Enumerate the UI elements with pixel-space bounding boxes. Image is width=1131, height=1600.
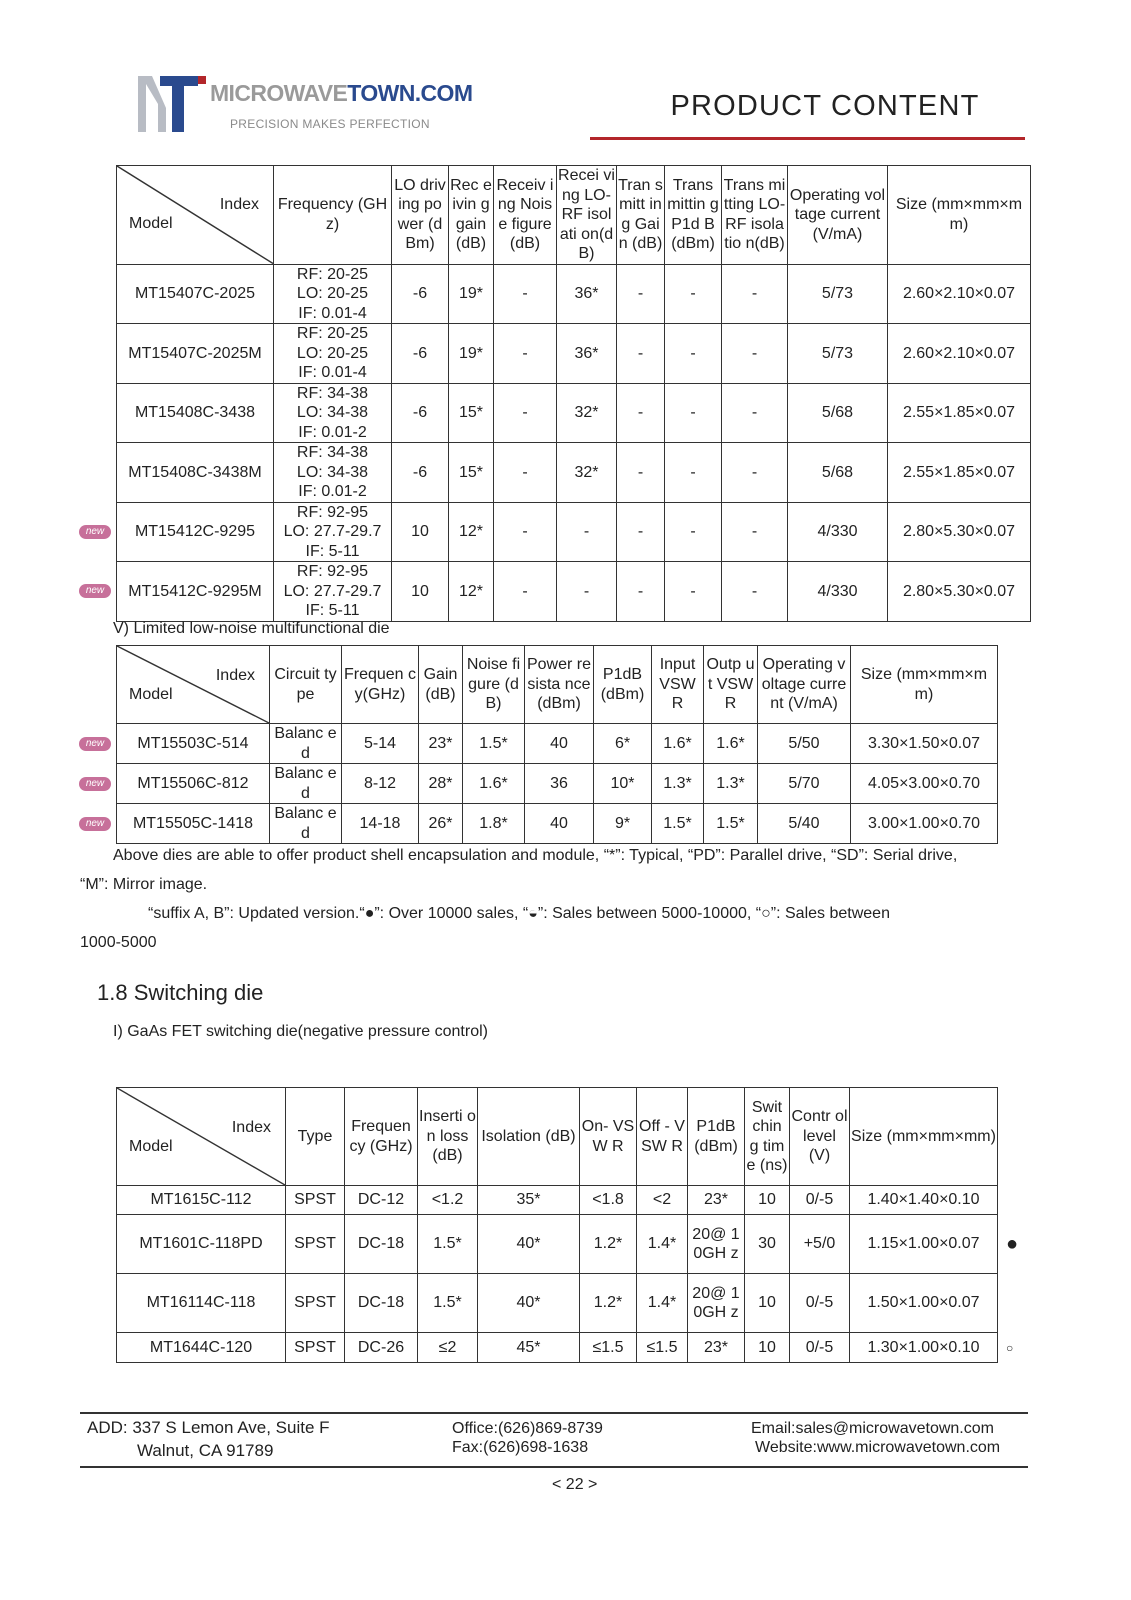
table-cell: 2.55×1.85×0.07 bbox=[888, 443, 1031, 503]
notes-line-1: Above dies are able to offer product shell encapsulation and module, “*”: Typical, “PD”: Parallel drive, “SD”: Serial drive, bbox=[113, 847, 958, 864]
table-cell: DC-12 bbox=[345, 1186, 418, 1215]
notes-line-4: 1000-5000 bbox=[80, 934, 157, 951]
corner-index-label: Index bbox=[231, 1119, 271, 1136]
table-cell: 1.4* bbox=[637, 1215, 688, 1274]
table-header-row bbox=[117, 646, 998, 724]
model-cell bbox=[85, 562, 274, 622]
table-cell: 5/73 bbox=[788, 324, 888, 384]
table-cell: 0/-5 bbox=[790, 1333, 850, 1363]
frequency-line: LO: 34-38 bbox=[296, 463, 369, 481]
table-cell: -6 bbox=[392, 264, 449, 324]
table-cell: SPST bbox=[286, 1333, 345, 1363]
corner-index-label: Index bbox=[219, 196, 259, 213]
switching-die-table bbox=[116, 1087, 998, 1363]
column-header: Noise figure (dB) bbox=[463, 646, 525, 724]
table-cell: - bbox=[722, 502, 788, 562]
table-cell: 2.80×5.30×0.07 bbox=[888, 562, 1031, 622]
table-cell: DC-18 bbox=[345, 1274, 418, 1333]
logo-wordmark: MICROWAVETOWN.COM bbox=[210, 80, 473, 106]
table-cell: - bbox=[494, 324, 557, 384]
table-cell: <1.8 bbox=[580, 1186, 637, 1215]
table-cell: 19* bbox=[449, 264, 494, 324]
sales-1000-5000-marker: ○ bbox=[1006, 1340, 1014, 1355]
frequency-line: LO: 20-25 bbox=[296, 285, 369, 302]
footer-address-line-2: Walnut, CA 91789 bbox=[137, 1441, 274, 1460]
table-cell: 19* bbox=[449, 324, 494, 384]
frequency-line: IF: 0.01-4 bbox=[298, 364, 367, 381]
model-cell bbox=[85, 764, 270, 804]
column-header: Inserti on loss (dB) bbox=[418, 1088, 478, 1186]
table-cell: 1.5* bbox=[463, 724, 525, 764]
table-cell: ≤1.5 bbox=[580, 1333, 637, 1363]
frequency-line: RF: 34-38 bbox=[296, 444, 369, 461]
footer-email: Email:sales@microwavetown.com bbox=[751, 1420, 994, 1437]
table-cell: 35* bbox=[478, 1186, 580, 1215]
table-row bbox=[117, 562, 1031, 622]
table-cell: - bbox=[665, 383, 722, 443]
table-cell: 45* bbox=[478, 1333, 580, 1363]
model-name: MT15407C-2025M bbox=[128, 344, 262, 362]
model-cell bbox=[117, 443, 274, 503]
column-header: Recei ving LO-RF isolati on(dB) bbox=[558, 167, 615, 262]
model-name: MT15407C-2025 bbox=[134, 285, 256, 302]
model-name: MT15412C-9295 bbox=[134, 523, 256, 540]
table-cell: - bbox=[617, 383, 665, 443]
corner-model-label: Model bbox=[129, 1138, 173, 1155]
table-cell: Balanc ed bbox=[270, 724, 342, 764]
frequency-line: RF: 20-25 bbox=[296, 265, 369, 283]
table-cell: - bbox=[665, 264, 722, 324]
table-row bbox=[117, 1186, 998, 1215]
corner-model-label: Model bbox=[129, 686, 173, 703]
table-cell: - bbox=[494, 383, 557, 443]
table-cell: 8-12 bbox=[342, 764, 419, 804]
frequency-line: IF: 0.01-2 bbox=[298, 483, 367, 500]
column-header: Frequency (GHz) bbox=[274, 166, 392, 265]
table-cell: 1.6* bbox=[704, 724, 758, 764]
header-corner-cell bbox=[117, 646, 270, 724]
column-header: Rec eivin g gain (dB) bbox=[449, 166, 494, 265]
table-row bbox=[117, 764, 998, 804]
column-header: LO driving power (dBm) bbox=[392, 166, 449, 265]
new-badge: new bbox=[79, 777, 111, 791]
column-header: Power resista nce (dBm) bbox=[525, 646, 594, 724]
header-corner-cell bbox=[117, 1088, 286, 1186]
mixer-die-table bbox=[85, 165, 1031, 622]
table-cell: - bbox=[722, 324, 788, 384]
column-header: Size (mm×mm×mm) bbox=[851, 646, 998, 724]
low-noise-multifunction-table bbox=[85, 645, 998, 844]
table-cell: - bbox=[617, 562, 665, 622]
table-cell: 1.5* bbox=[418, 1215, 478, 1274]
table-cell: +5/0 bbox=[790, 1215, 850, 1274]
table-cell: 1.3* bbox=[652, 764, 704, 804]
table-cell: 1.8* bbox=[463, 804, 525, 844]
table-cell: 32* bbox=[557, 443, 617, 503]
table-row bbox=[117, 1274, 998, 1333]
column-header: Swit chin g time (ns) bbox=[745, 1088, 790, 1186]
model-cell bbox=[117, 264, 274, 324]
table-cell: 4/330 bbox=[788, 502, 888, 562]
column-header: Type bbox=[286, 1088, 345, 1186]
column-header: Size (mm×mm×mm) bbox=[888, 166, 1031, 265]
table-cell: 1.5* bbox=[704, 804, 758, 844]
footer-website: Website:www.microwavetown.com bbox=[755, 1439, 1001, 1456]
frequency-cell bbox=[274, 502, 392, 562]
table-cell: - bbox=[665, 562, 722, 622]
table-cell: 10* bbox=[594, 764, 652, 804]
notes-line-3: “suffix A, B”: Updated version.“●”: Over 10000 sales, “◒”: Sales between 5000-10000, “○”: Sales between bbox=[148, 905, 890, 922]
table-header-row bbox=[117, 166, 1031, 265]
table-cell: 32* bbox=[557, 383, 617, 443]
notes-line-2: “M”: Mirror image. bbox=[80, 876, 208, 893]
table-cell: -6 bbox=[392, 443, 449, 503]
table-cell: - bbox=[494, 264, 557, 324]
page-title: PRODUCT CONTENT bbox=[670, 90, 980, 122]
table-cell: ≤1.5 bbox=[637, 1333, 688, 1363]
company-logo bbox=[138, 74, 473, 136]
model-cell: MT1615C-112 bbox=[117, 1186, 286, 1215]
footer-address-line-1: ADD: 337 S Lemon Ave, Suite F bbox=[87, 1418, 330, 1437]
page-number: < 22 > bbox=[552, 1476, 598, 1493]
table-cell: - bbox=[617, 443, 665, 503]
model-name: MT15408C-3438 bbox=[134, 404, 256, 421]
column-header: Operating voltage current (V/mA) bbox=[758, 646, 851, 724]
table-cell: 2.60×2.10×0.07 bbox=[888, 264, 1031, 324]
table-cell: - bbox=[722, 383, 788, 443]
table-cell: 5/70 bbox=[758, 764, 851, 804]
table-row bbox=[117, 502, 1031, 562]
table-cell: -6 bbox=[392, 324, 449, 384]
table-cell: 23* bbox=[419, 724, 463, 764]
table-cell: 1.2* bbox=[580, 1215, 637, 1274]
table-cell: 9* bbox=[594, 804, 652, 844]
table-row bbox=[117, 804, 998, 844]
table-cell: 15* bbox=[449, 443, 494, 503]
table-cell: 1.6* bbox=[463, 764, 525, 804]
table-cell: 2.60×2.10×0.07 bbox=[888, 324, 1031, 384]
model-cell bbox=[85, 724, 270, 764]
table-cell: - bbox=[722, 443, 788, 503]
frequency-line: RF: 92-95 bbox=[296, 503, 369, 521]
frequency-line: IF: 0.01-2 bbox=[298, 423, 367, 441]
table-cell: SPST bbox=[286, 1215, 345, 1274]
table-cell: <2 bbox=[637, 1186, 688, 1215]
table-cell: - bbox=[494, 562, 557, 622]
frequency-line: IF: 5-11 bbox=[305, 602, 360, 619]
table-cell: - bbox=[665, 443, 722, 503]
frequency-cell bbox=[274, 324, 392, 384]
table-cell: SPST bbox=[286, 1186, 345, 1215]
model-name: MT15503C-514 bbox=[137, 734, 249, 752]
frequency-line: RF: 20-25 bbox=[296, 325, 369, 342]
table-cell: - bbox=[617, 502, 665, 562]
table-row bbox=[117, 443, 1031, 503]
table-cell: 1.5* bbox=[652, 804, 704, 844]
model-cell: MT1644C-120 bbox=[117, 1333, 286, 1363]
footer-top-rule bbox=[80, 1412, 1028, 1414]
table-cell: SPST bbox=[286, 1274, 345, 1333]
model-name: MT15408C-3438M bbox=[128, 463, 262, 481]
table-cell: 23* bbox=[688, 1333, 745, 1363]
table-cell: - bbox=[665, 324, 722, 384]
table-cell: 10 bbox=[745, 1186, 790, 1215]
table-cell: 0/-5 bbox=[790, 1274, 850, 1333]
column-header: Size (mm×mm×mm) bbox=[850, 1088, 998, 1186]
table-cell: 5/73 bbox=[788, 264, 888, 324]
column-header: On- VSW R bbox=[580, 1088, 637, 1186]
table-cell: - bbox=[557, 502, 617, 562]
table-cell: <1.2 bbox=[418, 1186, 478, 1215]
table-cell: - bbox=[722, 264, 788, 324]
column-header: Input VSW R bbox=[652, 646, 704, 724]
table-cell: 1.15×1.00×0.07 bbox=[850, 1215, 998, 1274]
corner-index-label: Index bbox=[215, 667, 255, 684]
model-cell bbox=[117, 383, 274, 443]
column-header: Tran smitt ing Gain (dB) bbox=[617, 166, 665, 265]
footer-fax: Fax:(626)698-1638 bbox=[452, 1439, 589, 1456]
frequency-cell bbox=[274, 443, 392, 503]
section-title: 1.8 Switching die bbox=[97, 980, 264, 1005]
column-header: Trans mitting LO-RF isolatio n(dB) bbox=[722, 166, 788, 265]
model-cell: MT1601C-118PD bbox=[117, 1215, 286, 1274]
title-underline bbox=[590, 137, 1025, 140]
table-cell: 1.2* bbox=[580, 1274, 637, 1333]
table-cell: 30 bbox=[745, 1215, 790, 1274]
table-row bbox=[117, 1215, 998, 1274]
table-cell: -6 bbox=[392, 383, 449, 443]
table-cell: 5/68 bbox=[788, 443, 888, 503]
column-header: Outp ut VSW R bbox=[704, 646, 758, 724]
new-badge: new bbox=[79, 525, 111, 539]
model-name: MT15506C-812 bbox=[137, 774, 249, 792]
column-header: Off - VSW R bbox=[637, 1088, 688, 1186]
table-cell: 1.5* bbox=[418, 1274, 478, 1333]
column-header: Trans mittin gP1d B (dBm) bbox=[665, 166, 722, 265]
column-header: Gain (dB) bbox=[419, 646, 463, 724]
table-cell: 40 bbox=[525, 804, 594, 844]
table-cell: 12* bbox=[449, 502, 494, 562]
table-cell: 12* bbox=[449, 562, 494, 622]
frequency-line: LO: 27.7-29.7 bbox=[283, 523, 382, 540]
frequency-line: IF: 0.01-4 bbox=[298, 304, 367, 322]
frequency-line: LO: 34-38 bbox=[296, 404, 369, 421]
column-header: Frequen cy (GHz) bbox=[345, 1088, 418, 1186]
table-cell: 5-14 bbox=[342, 724, 419, 764]
model-name: MT15505C-1418 bbox=[132, 814, 254, 832]
table-cell: DC-26 bbox=[345, 1333, 418, 1363]
table-row bbox=[117, 724, 998, 764]
frequency-cell bbox=[274, 264, 392, 324]
frequency-line: LO: 20-25 bbox=[296, 344, 369, 362]
column-header: Frequen cy(GHz) bbox=[342, 646, 419, 724]
table-cell: - bbox=[722, 562, 788, 622]
table-cell: Balanc ed bbox=[270, 764, 342, 804]
frequency-line: LO: 27.7-29.7 bbox=[283, 582, 382, 600]
table-cell: 1.30×1.00×0.10 bbox=[850, 1333, 998, 1363]
table-cell: ≤2 bbox=[418, 1333, 478, 1363]
table-row bbox=[117, 383, 1031, 443]
corner-model-label: Model bbox=[129, 215, 173, 232]
table-cell: 10 bbox=[392, 562, 449, 622]
table-cell: 4/330 bbox=[788, 562, 888, 622]
table-cell: 0/-5 bbox=[790, 1186, 850, 1215]
table-cell: 1.4* bbox=[637, 1274, 688, 1333]
table-cell: 6* bbox=[594, 724, 652, 764]
table-cell: 20@ 10GH z bbox=[688, 1274, 745, 1333]
table-cell: 36 bbox=[525, 764, 594, 804]
table-cell: 1.3* bbox=[704, 764, 758, 804]
new-badge: new bbox=[79, 584, 111, 598]
table-cell: 10 bbox=[745, 1333, 790, 1363]
table-cell: 36* bbox=[557, 264, 617, 324]
model-cell bbox=[117, 324, 274, 384]
column-header: P1dB (dBm) bbox=[594, 646, 652, 724]
table-cell: - bbox=[494, 443, 557, 503]
table-cell: 15* bbox=[449, 383, 494, 443]
logo-mt-mark bbox=[138, 74, 208, 134]
sales-over-10000-marker: ● bbox=[1006, 1232, 1019, 1255]
table-cell: 40* bbox=[478, 1215, 580, 1274]
table-cell: 40* bbox=[478, 1274, 580, 1333]
column-header: Receiv ing Noise figure (dB) bbox=[494, 166, 557, 265]
table-cell: - bbox=[617, 264, 665, 324]
table-cell: 20@ 10GH z bbox=[688, 1215, 745, 1274]
frequency-line: RF: 92-95 bbox=[296, 563, 369, 580]
column-header: P1dB (dBm) bbox=[688, 1088, 745, 1186]
table-cell: 40 bbox=[525, 724, 594, 764]
column-header: Isolation (dB) bbox=[478, 1088, 580, 1186]
table-row bbox=[117, 1333, 998, 1363]
footer-bottom-rule bbox=[80, 1466, 1028, 1468]
table-cell: - bbox=[557, 562, 617, 622]
table-cell: - bbox=[617, 324, 665, 384]
table-cell: 1.50×1.00×0.07 bbox=[850, 1274, 998, 1333]
table-cell: 26* bbox=[419, 804, 463, 844]
table-cell: 5/40 bbox=[758, 804, 851, 844]
table-row bbox=[117, 324, 1031, 384]
table-cell: 5/68 bbox=[788, 383, 888, 443]
column-header: Operating voltage current (V/mA) bbox=[788, 166, 888, 265]
table-cell: 28* bbox=[419, 764, 463, 804]
frequency-line: IF: 5-11 bbox=[305, 542, 360, 560]
subsection-title-v: V) Limited low-noise multifunctional die bbox=[113, 620, 390, 637]
table-cell: - bbox=[494, 502, 557, 562]
table-cell: 5/50 bbox=[758, 724, 851, 764]
table-cell: 3.00×1.00×0.70 bbox=[851, 804, 998, 844]
model-name: MT15412C-9295M bbox=[128, 582, 262, 600]
table-cell: DC-18 bbox=[345, 1215, 418, 1274]
logo-tagline: PRECISION MAKES PERFECTION bbox=[230, 117, 430, 131]
table-cell: 10 bbox=[745, 1274, 790, 1333]
table-cell: Balanc ed bbox=[270, 804, 342, 844]
table-cell: 36* bbox=[557, 324, 617, 384]
table-cell: 3.30×1.50×0.07 bbox=[851, 724, 998, 764]
subsection-title-i: I) GaAs FET switching die(negative pressure control) bbox=[113, 1023, 488, 1040]
table-row bbox=[117, 264, 1031, 324]
column-header: Circuit type bbox=[270, 646, 342, 724]
table-cell: - bbox=[665, 502, 722, 562]
table-cell: 10 bbox=[392, 502, 449, 562]
model-cell: MT16114C-118 bbox=[117, 1274, 286, 1333]
table-header-row bbox=[117, 1088, 998, 1186]
model-cell bbox=[85, 502, 274, 562]
table-cell: 23* bbox=[688, 1186, 745, 1215]
table-cell: 14-18 bbox=[342, 804, 419, 844]
new-badge: new bbox=[79, 737, 111, 751]
column-header: Contr ol level (V) bbox=[790, 1088, 850, 1186]
model-cell bbox=[85, 804, 270, 844]
table-cell: 2.55×1.85×0.07 bbox=[888, 383, 1031, 443]
table-cell: 4.05×3.00×0.70 bbox=[851, 764, 998, 804]
frequency-line: RF: 34-38 bbox=[296, 384, 369, 402]
table-cell: 2.80×5.30×0.07 bbox=[888, 502, 1031, 562]
table-cell: 1.40×1.40×0.10 bbox=[850, 1186, 998, 1215]
frequency-cell bbox=[274, 562, 392, 622]
footer-office-phone: Office:(626)869-8739 bbox=[452, 1420, 603, 1437]
new-badge: new bbox=[79, 817, 111, 831]
frequency-cell bbox=[274, 383, 392, 443]
table-cell: 1.6* bbox=[652, 724, 704, 764]
header-corner-cell bbox=[117, 166, 274, 265]
